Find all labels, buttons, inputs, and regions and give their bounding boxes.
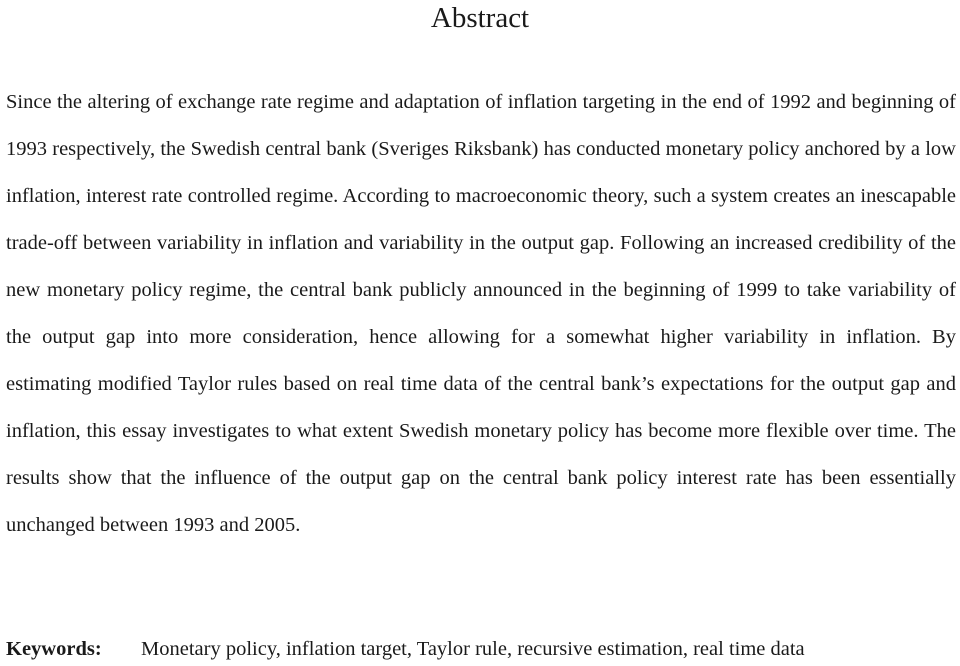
abstract-title: Abstract — [430, 2, 530, 34]
keywords-label: Keywords: — [6, 638, 102, 660]
abstract-body: Since the altering of exchange rate regime and adaptation of inflation targeting in the end of 1992 and beginning of 1993 respectively, the Swedish central bank (Sveriges Riksbank) has conducted monetary policy anchored by a low inflation, interest rate controlled regime. According to macroeconomic theory, such a system creates an inescapable trade-off between variability in inflation and variability in the output gap. Following an increased credibility of the new monetary policy regime, the central bank publicly announced in the beginning of 1999 to take variability of the output gap into more consideration, hence allowing for a somewhat higher variability in inflation. By estimating modified Taylor rules based on real time data of the central bank’s expectations for the output gap and inflation, this essay investigates to what extent Swedish monetary policy has become more flexible over time. The results show that the influence of the output gap on the central bank policy interest rate has been essentially unchanged between 1993 and 2005. — [6, 91, 956, 536]
keywords-text: Monetary policy, inflation target, Taylor rule, recursive estimation, real time data — [141, 638, 805, 660]
keywords-line — [6, 633, 956, 665]
